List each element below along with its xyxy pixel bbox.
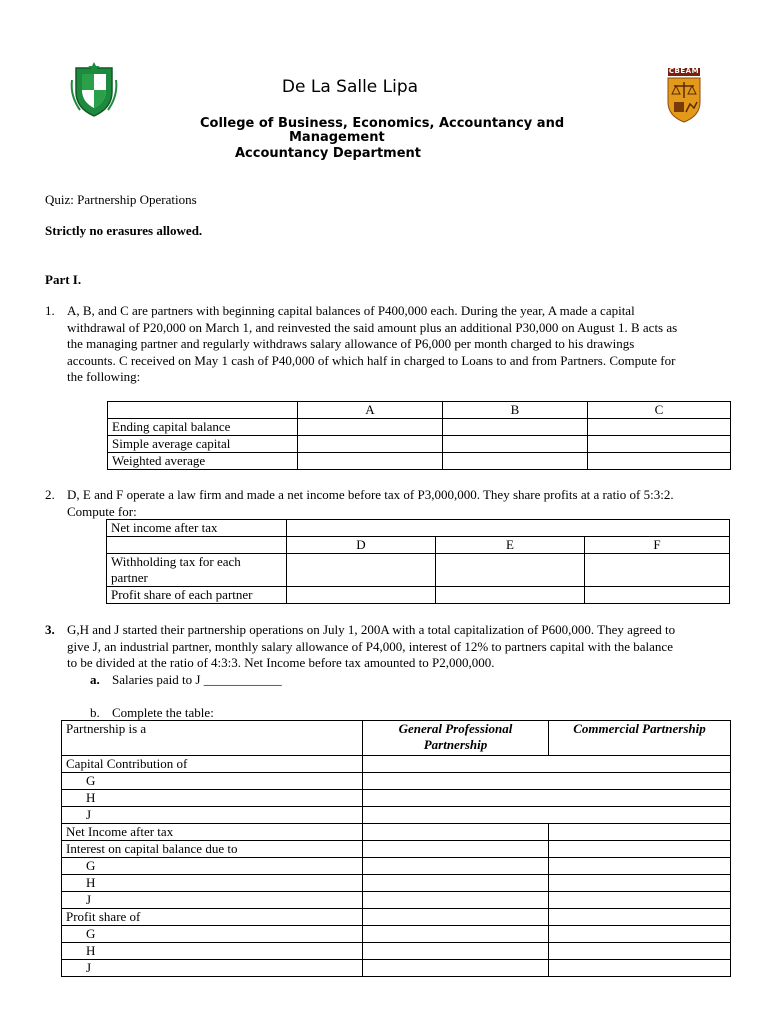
table-header-row: [62, 721, 731, 756]
table-header-row: [107, 537, 730, 554]
answer-cell[interactable]: [549, 858, 731, 875]
question-3b-label: b.: [90, 705, 100, 720]
column-header-e: E: [436, 537, 585, 554]
answer-cell[interactable]: [585, 554, 730, 587]
question-2-table: [106, 519, 730, 604]
table-row: [62, 909, 731, 926]
answer-cell[interactable]: [363, 892, 549, 909]
table-cell-empty: [108, 402, 298, 419]
answer-cell[interactable]: [585, 587, 730, 604]
answer-cell[interactable]: [549, 892, 731, 909]
column-header-partnership-type: Partnership is a: [62, 721, 363, 756]
column-header-f: F: [585, 537, 730, 554]
question-3a: [90, 672, 282, 689]
question-3: [45, 622, 745, 674]
answer-cell[interactable]: [443, 419, 588, 436]
answer-cell[interactable]: [363, 824, 549, 841]
answer-cell[interactable]: [363, 807, 731, 824]
table-cell-empty: [107, 537, 287, 554]
table-row: [108, 453, 731, 470]
question-1-line: the following:: [67, 369, 141, 384]
row-label-partner: H: [62, 790, 363, 807]
table-header-row: [108, 402, 731, 419]
row-label-partner: G: [62, 858, 363, 875]
table-row: [62, 858, 731, 875]
answer-cell[interactable]: [588, 453, 731, 470]
answer-cell[interactable]: [363, 773, 731, 790]
answer-cell[interactable]: [588, 436, 731, 453]
answer-cell[interactable]: [436, 554, 585, 587]
question-1-line: A, B, and C are partners with beginning capital balances of P400,000 each. During the year, A made a capital: [67, 303, 635, 318]
answer-cell[interactable]: [363, 756, 731, 773]
column-header-line: Partnership: [423, 737, 488, 752]
answer-cell[interactable]: [549, 841, 731, 858]
question-1-table: [107, 401, 731, 470]
question-2-line: D, E and F operate a law firm and made a net income before tax of P3,000,000. They share profits at a ratio of 5:3:2.: [67, 487, 674, 502]
row-label-simple-average: Simple average capital: [108, 436, 298, 453]
row-label-partner: J: [62, 892, 363, 909]
question-2-number: 2.: [45, 487, 55, 502]
school-name: De La Salle Lipa: [281, 77, 419, 97]
question-1: [45, 303, 745, 388]
table-row: [107, 554, 730, 587]
row-label-partner: G: [62, 773, 363, 790]
answer-cell[interactable]: [298, 436, 443, 453]
question-3-line: give J, an industrial partner, monthly salary allowance of P4,000, interest of 12% to partners capital with the balance: [67, 638, 673, 654]
column-header-commercial: Commercial Partnership: [549, 721, 731, 756]
row-label-line: partner: [111, 570, 148, 585]
row-label-net-income: Net Income after tax: [62, 824, 363, 841]
column-header-general-professional: [363, 721, 549, 756]
college-name-line1: College of Business, Economics, Accountancy and: [200, 116, 565, 131]
answer-cell[interactable]: [443, 436, 588, 453]
row-label-profit-share: Profit share of: [62, 909, 363, 926]
row-label-partner: J: [62, 960, 363, 977]
row-label-weighted-average: Weighted average: [108, 453, 298, 470]
answer-cell[interactable]: [298, 453, 443, 470]
column-header-a: A: [298, 402, 443, 419]
row-label-net-income: Net income after tax: [107, 520, 287, 537]
instruction: Strictly no erasures allowed.: [45, 223, 203, 238]
row-label-partner: G: [62, 926, 363, 943]
row-label-profit-share: Profit share of each partner: [107, 587, 287, 604]
answer-cell[interactable]: [287, 520, 730, 537]
answer-cell[interactable]: [588, 419, 731, 436]
table-row: [62, 943, 731, 960]
answer-cell[interactable]: [549, 926, 731, 943]
question-1-line: withdrawal of P20,000 on March 1, and reinvested the said amount plus an additional P30,000 on August 1. B acts as: [67, 319, 678, 335]
answer-cell[interactable]: [549, 960, 731, 977]
answer-cell[interactable]: [298, 419, 443, 436]
row-label-withholding-tax: [107, 554, 287, 587]
answer-cell[interactable]: [549, 824, 731, 841]
answer-cell[interactable]: [363, 858, 549, 875]
answer-cell[interactable]: [443, 453, 588, 470]
answer-cell[interactable]: [549, 943, 731, 960]
department-name: Accountancy Department: [235, 146, 422, 161]
table-row: [62, 773, 731, 790]
answer-cell[interactable]: [363, 841, 549, 858]
column-header-b: B: [443, 402, 588, 419]
answer-cell[interactable]: [363, 926, 549, 943]
answer-cell[interactable]: [363, 909, 549, 926]
question-3a-text: Salaries paid to J ____________: [112, 672, 282, 687]
table-row: [62, 807, 731, 824]
question-1-number: 1.: [45, 303, 55, 318]
question-3-line: G,H and J started their partnership operations on July 1, 200A with a total capitalization of P600,000. They agreed to: [67, 622, 676, 637]
answer-cell[interactable]: [549, 909, 731, 926]
table-row: [108, 436, 731, 453]
table-row: [62, 926, 731, 943]
row-label-capital-contribution: Capital Contribution of: [62, 756, 363, 773]
table-row: [108, 419, 731, 436]
question-1-line: the managing partner and regularly withdraws salary allowance of P6,000 per month charged to his drawings: [67, 336, 635, 351]
row-label-ending-capital: Ending capital balance: [108, 419, 298, 436]
question-3b-text: Complete the table:: [112, 705, 214, 720]
table-row: [62, 875, 731, 892]
row-label-line: Withholding tax for each: [111, 554, 241, 569]
row-label-partner: H: [62, 943, 363, 960]
question-3-line: to be divided at the ratio of 4:3:3. Net Income before tax amounted to P2,000,000.: [67, 655, 495, 670]
college-name-line2: Management: [289, 130, 385, 145]
quiz-title: Quiz: Partnership Operations: [45, 192, 197, 207]
table-row: [107, 587, 730, 604]
answer-cell[interactable]: [363, 875, 549, 892]
answer-cell[interactable]: [287, 587, 436, 604]
answer-cell[interactable]: [436, 587, 585, 604]
table-row: [62, 756, 731, 773]
table-row: [62, 824, 731, 841]
question-1-line: accounts. C received on May 1 cash of P40,000 of which half in charged to Loans to and from Partners. Compute for: [67, 352, 676, 368]
answer-cell[interactable]: [363, 790, 731, 807]
question-3-number: 3.: [45, 622, 55, 637]
answer-cell[interactable]: [549, 875, 731, 892]
table-row: [62, 960, 731, 977]
table-row: [107, 520, 730, 537]
row-label-partner: J: [62, 807, 363, 824]
column-header-line: General Professional: [398, 721, 513, 736]
question-3a-label: a.: [90, 672, 100, 687]
cbeam-logo-text: CBEAM: [668, 67, 700, 75]
table-row: [62, 790, 731, 807]
table-row: [62, 841, 731, 858]
answer-cell[interactable]: [287, 554, 436, 587]
answer-cell[interactable]: [363, 943, 549, 960]
question-2-line: Compute for:: [67, 503, 137, 519]
column-header-d: D: [287, 537, 436, 554]
row-label-interest: Interest on capital balance due to: [62, 841, 363, 858]
column-header-c: C: [588, 402, 731, 419]
table-row: [62, 892, 731, 909]
row-label-partner: H: [62, 875, 363, 892]
question-3-table: [61, 720, 731, 977]
part-heading: Part I.: [45, 272, 82, 287]
question-2: [45, 487, 745, 521]
answer-cell[interactable]: [363, 960, 549, 977]
